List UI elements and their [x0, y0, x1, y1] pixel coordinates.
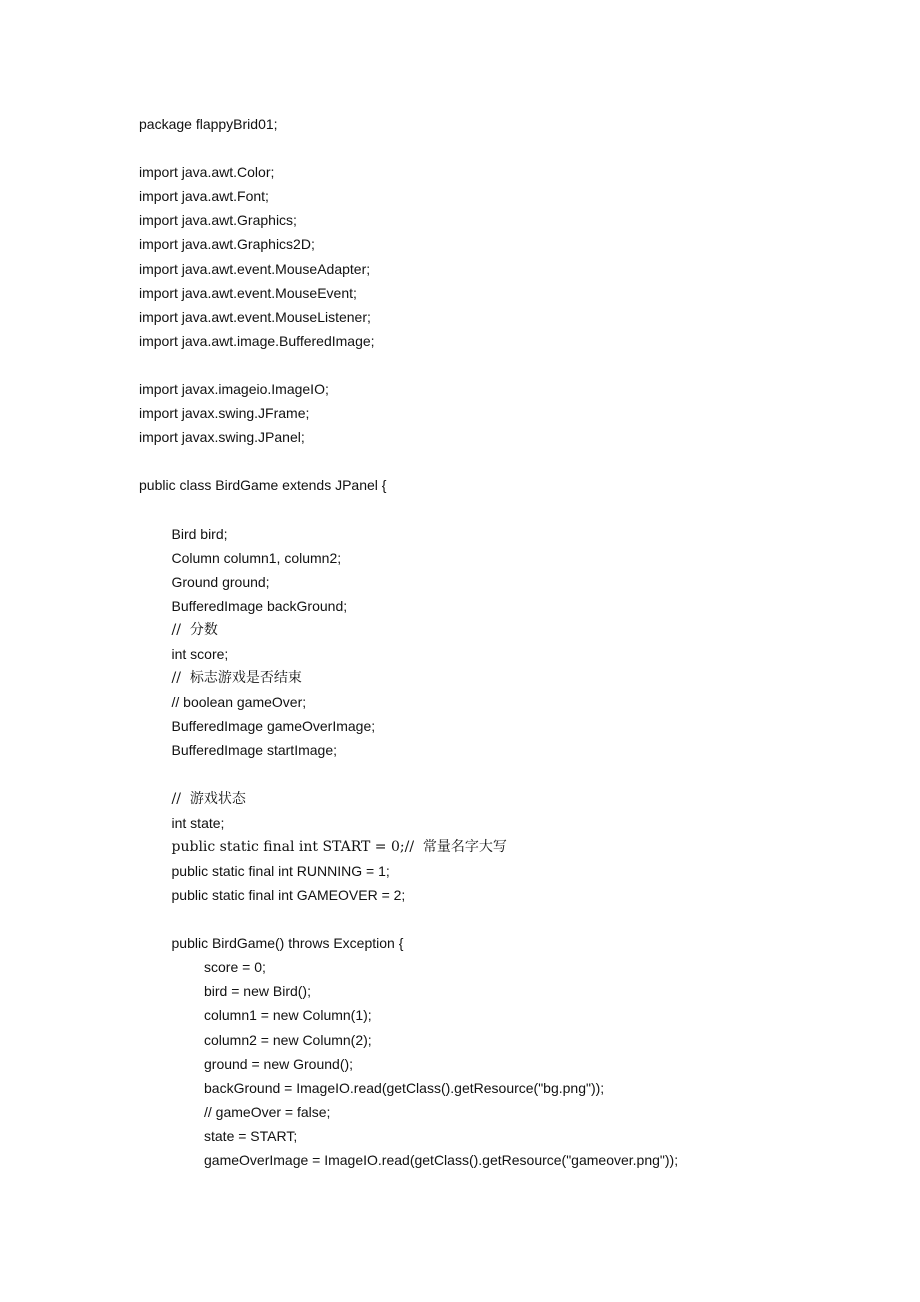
code-line: BufferedImage startImage;	[171, 742, 337, 759]
code-line: import javax.swing.JFrame;	[139, 405, 310, 422]
code-line: import javax.imageio.ImageIO;	[139, 381, 329, 398]
code-line: public static final int RUNNING = 1;	[171, 862, 390, 879]
code-line: bird = new Bird();	[204, 983, 311, 1000]
code-line: // gameOver = false;	[204, 1103, 331, 1120]
code-line: // boolean gameOver;	[171, 694, 307, 711]
code-line: int state;	[171, 814, 225, 831]
blank-line	[139, 763, 879, 787]
code-line: public BirdGame() throws Exception {	[171, 935, 404, 952]
blank-line	[139, 136, 879, 160]
code-line: backGround = ImageIO.read(getClass().getResource("bg.png"));	[204, 1079, 605, 1096]
code-line: // 标志游戏是否结束	[171, 670, 302, 687]
code-line: import java.awt.Graphics2D;	[139, 236, 315, 253]
code-line: import java.awt.event.MouseEvent;	[139, 284, 357, 301]
code-line: int score;	[171, 646, 229, 663]
code-line: import java.awt.event.MouseAdapter;	[139, 260, 371, 277]
code-line: state = START;	[204, 1127, 298, 1144]
code-line: Bird bird;	[171, 525, 228, 542]
blank-line	[139, 907, 879, 931]
code-line: BufferedImage backGround;	[171, 597, 348, 614]
code-line: import java.awt.Color;	[139, 164, 275, 181]
code-line: import java.awt.image.BufferedImage;	[139, 332, 375, 349]
code-line: column2 = new Column(2);	[204, 1031, 372, 1048]
code-line: gameOverImage = ImageIO.read(getClass().getResource("gameover.png"));	[204, 1152, 679, 1169]
code-line: import java.awt.Graphics;	[139, 212, 297, 229]
blank-line	[139, 353, 879, 377]
code-line: import javax.swing.JPanel;	[139, 429, 305, 446]
code-line: package flappyBrid01;	[139, 116, 278, 132]
code-line: import java.awt.event.MouseListener;	[139, 308, 371, 325]
code-listing	[139, 112, 879, 1172]
code-line: import java.awt.Font;	[139, 188, 269, 205]
code-line: Column column1, column2;	[171, 549, 342, 566]
blank-line	[139, 449, 879, 473]
code-line: BufferedImage gameOverImage;	[171, 718, 376, 735]
blank-line	[139, 498, 879, 522]
code-line: // 游戏状态	[171, 790, 246, 807]
code-line: public static final int START = 0;// 常量名字大写	[171, 838, 507, 855]
code-line: public static final int GAMEOVER = 2;	[171, 887, 406, 903]
code-line: Ground ground;	[171, 573, 270, 590]
code-line: score = 0;	[204, 959, 266, 976]
code-line: column1 = new Column(1);	[204, 1007, 372, 1024]
code-line: ground = new Ground();	[204, 1055, 354, 1072]
code-line: public class BirdGame extends JPanel {	[139, 477, 387, 494]
code-line: // 分数	[171, 621, 218, 638]
